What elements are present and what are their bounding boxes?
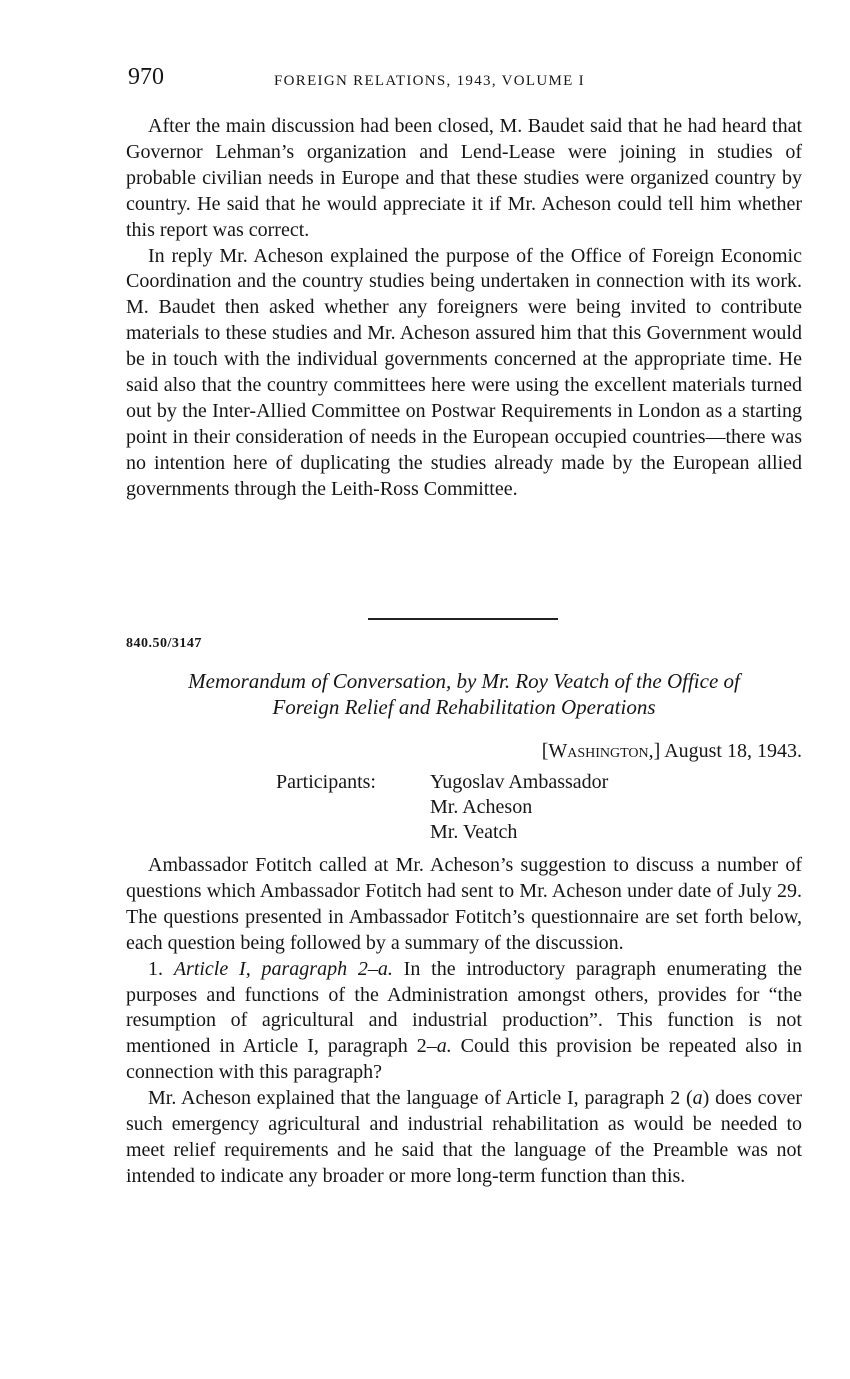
dateline-date: August 18, 1943. (660, 740, 802, 762)
participants-label: Participants: (276, 771, 376, 793)
article-reference: Article I, paragraph 2–a. (173, 957, 393, 980)
paragraph (126, 957, 802, 1087)
item-number: 1. (148, 957, 174, 980)
paragraph-text: In the introductory paragraph enumerating the purposes and functions of the Administration amongst others, provides for “the resumption of agricultural and industrial production”. This function is not mentioned in Article I, paragraph 2– (126, 957, 803, 1058)
memo-title-line: Foreign Relief and Rehabilitation Operations (272, 695, 656, 719)
article-reference: a (692, 1087, 703, 1110)
paragraph: After the main discussion had been closed, M. Baudet said that he had heard that Governor Lehman’s organization and Lend-Lease were joining in studies of probable civilian needs in Europe and that these studies were organized country by country. He said that he would appreciate it if Mr. Acheson could tell him whether this report was correct. (126, 115, 802, 241)
memo-title (126, 668, 802, 720)
paragraph: In reply Mr. Acheson explained the purpose of the Office of Foreign Economic Coordination and the country studies being undertaken in connection with its work. M. Baudet then asked whether any foreigners were being invited to contribute materials to these studies and Mr. Acheson assured him that this Government would be in touch with the individual governments concerned at the appropriate time. He said also that the country committees here were using the excellent materials turned out by the Inter-Allied Committee on Postwar Requirements in London as a starting point in their consideration of needs in the European occupied countries—there was no intention here of duplicating the studies already made by the European allied governments through the Leith-Ross Committee. (126, 244, 802, 500)
participant: Mr. Acheson (430, 796, 533, 818)
running-head: FOREIGN RELATIONS, 1943, VOLUME I (274, 73, 585, 89)
paragraph (126, 1086, 802, 1190)
paragraph-text: Could this provision be repeated also in connection with this paragraph? (126, 1035, 802, 1084)
paragraph-text: Mr. Acheson explained that the language of Article I, paragraph 2 ( (148, 1087, 693, 1110)
memo-body (126, 853, 802, 1190)
page-number: 970 (128, 64, 164, 90)
paragraph: Ambassador Fotitch called at Mr. Acheson’s suggestion to discuss a number of questions which Ambassador Fotitch had sent to Mr. Acheson under date of July 29. The questions presented in Ambassador Fotitch’s questionnaire are set forth below, each question being followed by a summary of the discussion. (126, 854, 802, 954)
file-number: 840.50/3147 (126, 636, 202, 651)
dateline (542, 740, 802, 763)
paragraph-text: ) does cover such emergency agricultural and industrial rehabilitation as would be needed to meet relief requirements and he said that the language of the Preamble was not intended to indicate any broader or more long-term function than this. (126, 1087, 802, 1187)
dateline-place: [Washington,] (541, 740, 661, 762)
section-divider (368, 618, 558, 620)
participant: Yugoslav Ambassador (430, 771, 609, 793)
page-header (128, 64, 803, 96)
participant: Mr. Veatch (430, 821, 518, 843)
section-text (126, 114, 802, 503)
memo-title-line: Memorandum of Conversation, by Mr. Roy Veatch of the Office of (188, 669, 740, 693)
article-reference: a. (436, 1035, 452, 1058)
participants-list (430, 770, 608, 845)
